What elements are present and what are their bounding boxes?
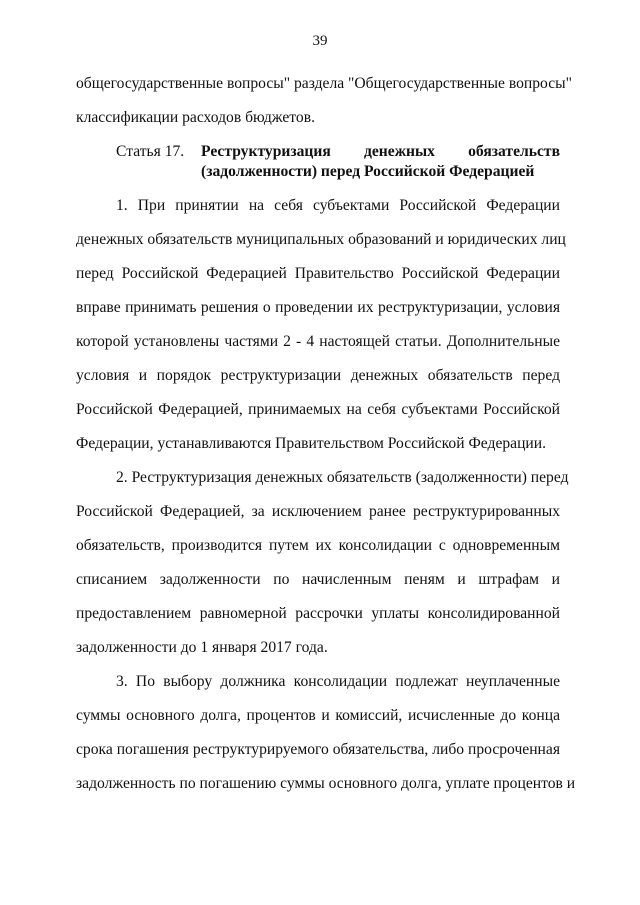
paragraph-1-line-6: условия и порядок реструктуризации денежных обязательств перед — [76, 367, 560, 384]
paragraph-1-line-7: Российской Федерацией, принимаемых на себя субъектами Российской — [76, 401, 560, 418]
paragraph-2-line-5: предоставлением равномерной рассрочки уплаты консолидированной — [76, 605, 560, 622]
paragraph-2-line-3: обязательств, производится путем их консолидации с одновременным — [76, 537, 560, 554]
intro-line-2: классификации расходов бюджетов. — [76, 109, 315, 126]
intro-line-1: общегосударственные вопросы" раздела "Общегосударственные вопросы" — [76, 75, 572, 92]
article-title — [201, 142, 560, 182]
paragraph-3-line-1: 3. По выбору должника консолидации подлежат неуплаченные — [116, 673, 560, 690]
paragraph-3-line-2: суммы основного долга, процентов и комиссий, исчисленные до конца — [76, 707, 560, 724]
paragraph-2-line-1: 2. Реструктуризация денежных обязательств (задолженности) перед — [116, 469, 569, 486]
article-title-line-1: Реструктуризация денежных обязательств — [201, 143, 560, 160]
article-title-line-2: (задолженности) перед Российской Федерацией — [201, 163, 535, 180]
paragraph-1-line-4: вправе принимать решения о проведении их реструктуризации, условия — [76, 299, 560, 316]
paragraph-3-line-3: срока погашения реструктурируемого обязательства, либо просроченная — [76, 741, 560, 758]
paragraph-1-line-2: денежных обязательств муниципальных образований и юридических лиц — [76, 231, 566, 248]
paragraph-2-line-4: списанием задолженности по начисленным пеням и штрафам и — [76, 571, 560, 588]
paragraph-1-line-8: Федерации, устанавливаются Правительством Российской Федерации. — [76, 435, 547, 452]
paragraph-3-line-4: задолженность по погашению суммы основного долга, уплате процентов и — [76, 775, 576, 792]
paragraph-1-line-3: перед Российской Федерацией Правительство Российской Федерации — [76, 265, 560, 282]
paragraph-2-line-6: задолженности до 1 января 2017 года. — [76, 639, 328, 656]
page-number: 39 — [312, 33, 328, 49]
paragraph-1-line-5: которой установлены частями 2 - 4 настоящей статьи. Дополнительные — [76, 333, 560, 350]
article-label: Статья 17. — [116, 143, 185, 160]
paragraph-2-line-2: Российской Федерацией, за исключением ранее реструктурированных — [76, 503, 560, 520]
paragraph-1-line-1: 1. При принятии на себя субъектами Российской Федерации — [116, 197, 560, 214]
